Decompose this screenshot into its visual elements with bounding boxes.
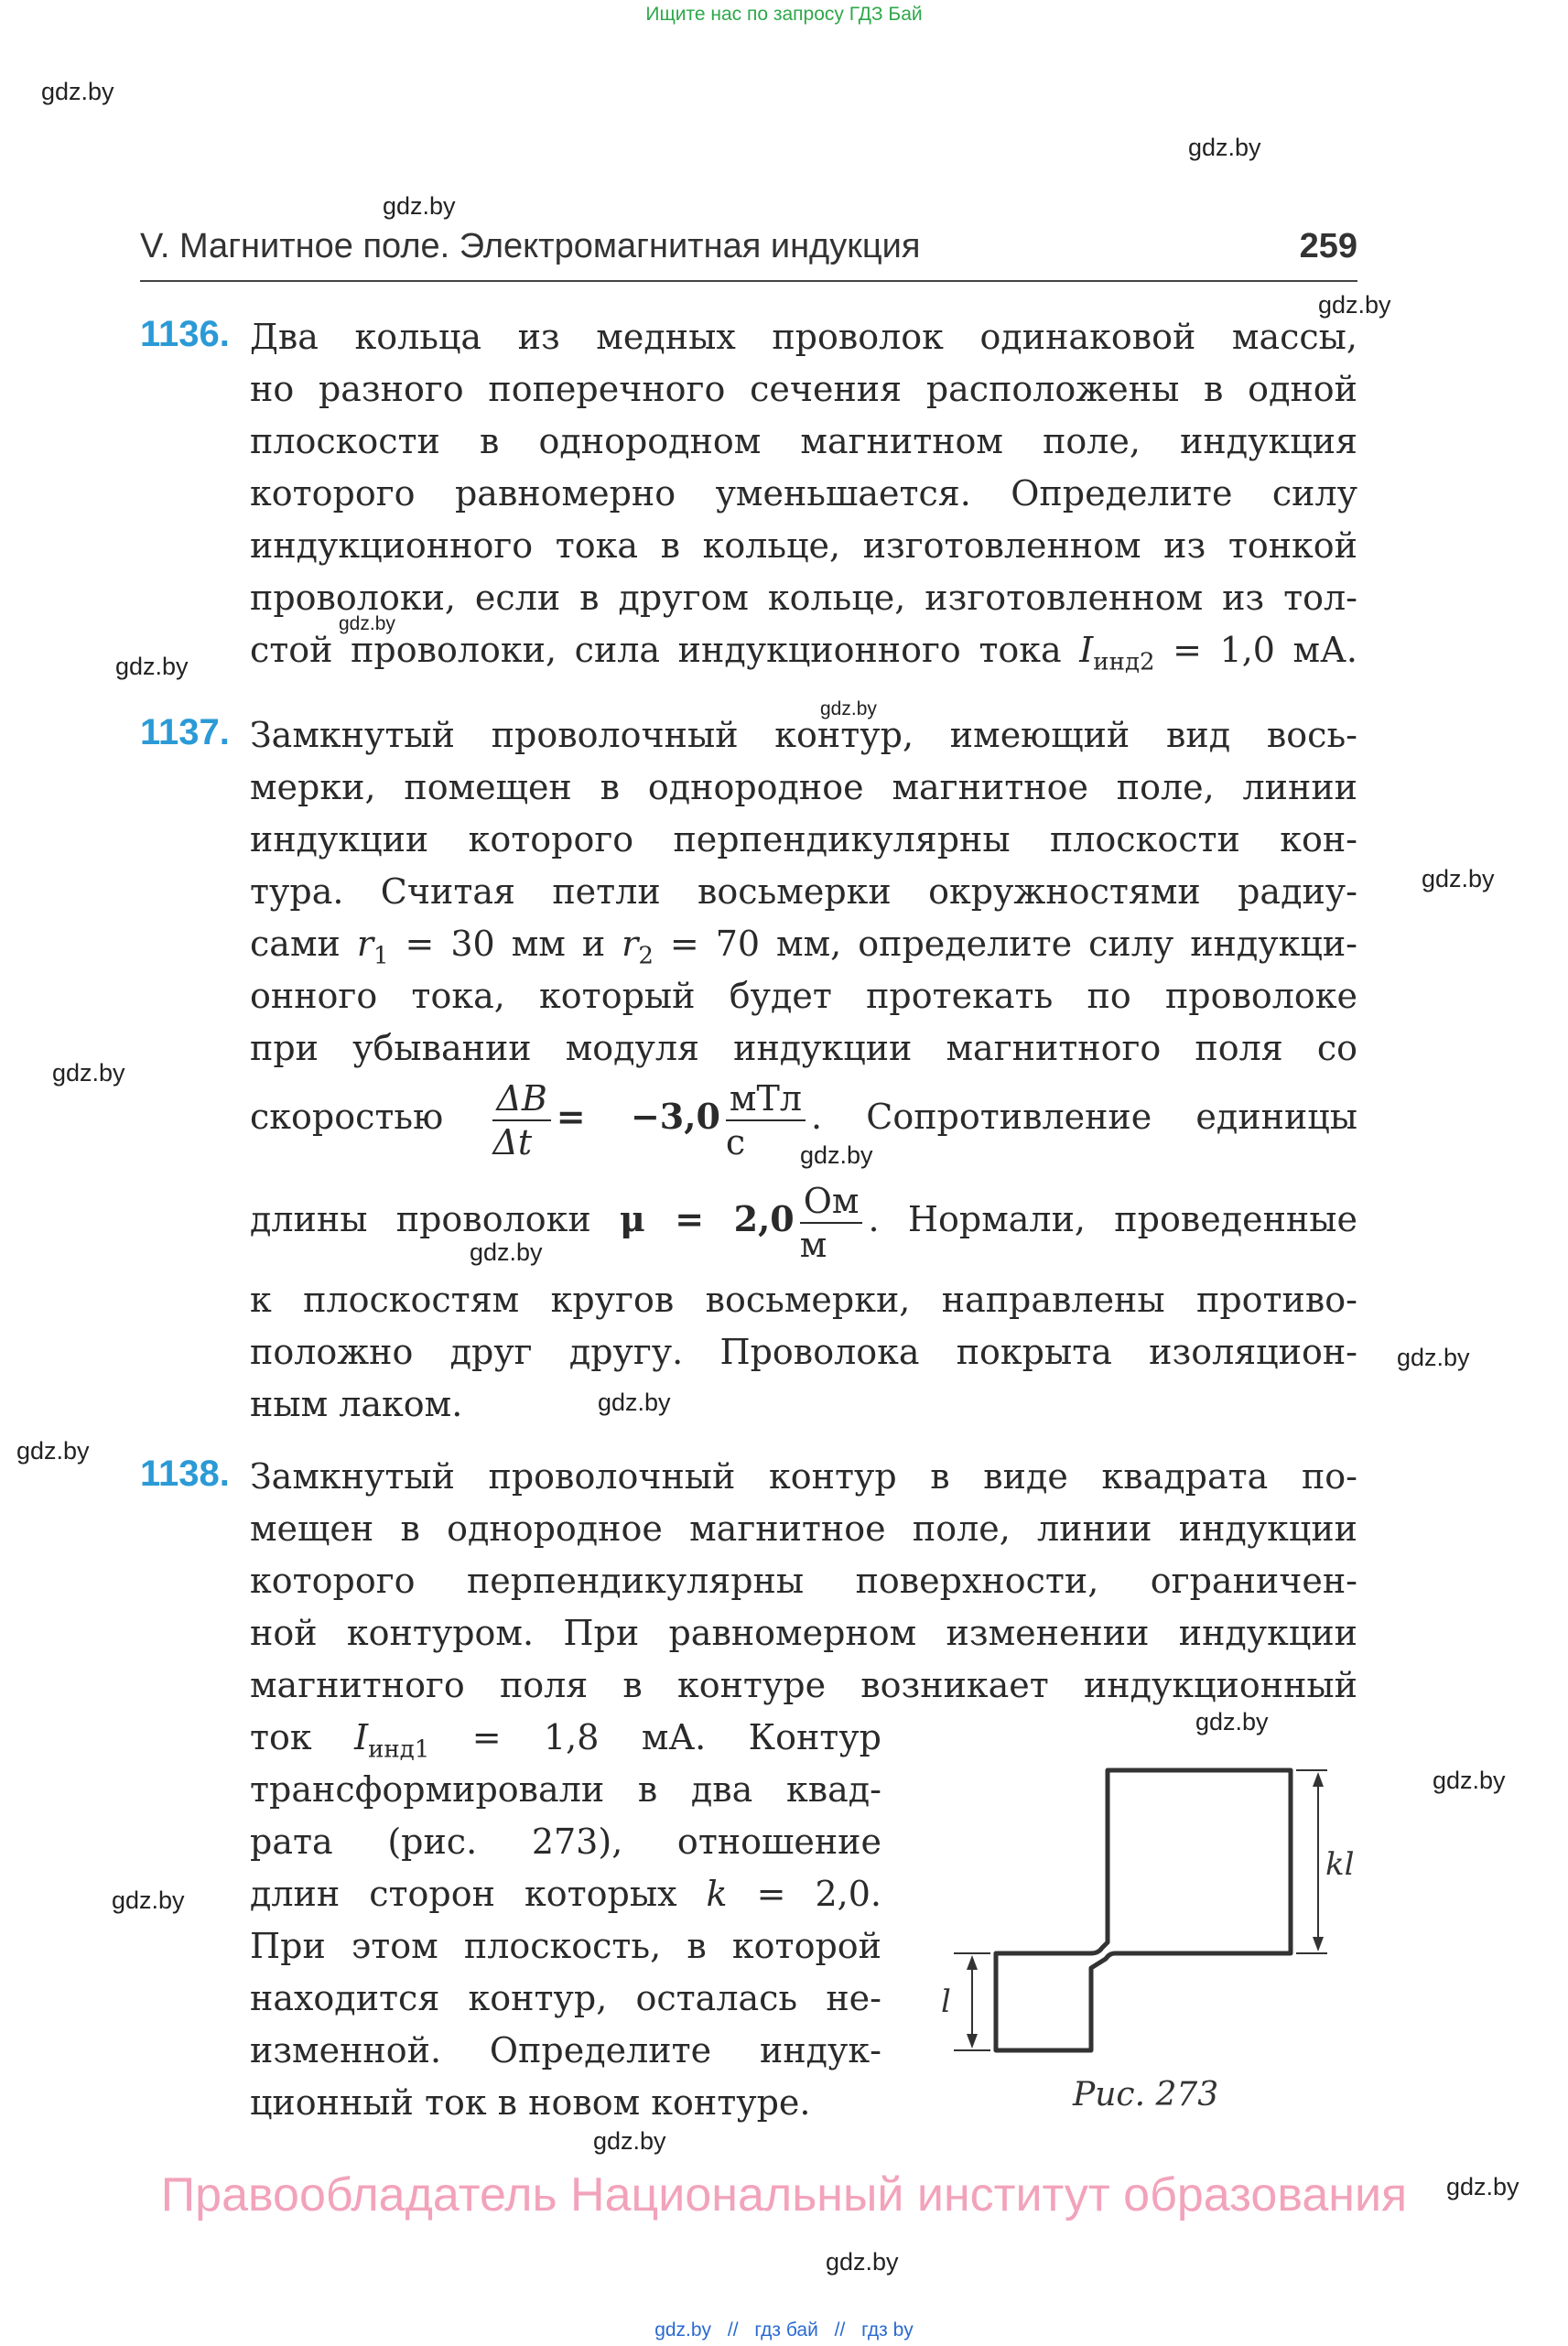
watermark: gdz.by xyxy=(1446,2173,1519,2200)
fraction-db-dt: $\frac{\Delta B}{\Delta t}$ xyxy=(492,1077,550,1163)
watermark: gdz.by xyxy=(1433,1767,1506,1794)
copyright-notice: Правообладатель Национальный институт образования xyxy=(160,2168,1408,2222)
figure-caption: Рис. 273 xyxy=(1073,2076,1219,2114)
watermark: gdz.by xyxy=(115,653,189,680)
figure-273-diagram xyxy=(934,1739,1373,2069)
link-separator: // xyxy=(834,2319,846,2341)
link-gdz-bai[interactable]: гдз бай xyxy=(754,2319,818,2341)
watermark: gdz.by xyxy=(339,613,395,634)
watermark: gdz.by xyxy=(800,1141,873,1169)
watermark: gdz.by xyxy=(826,2248,899,2276)
text-line: магнитного поля в контуре возникает индукционный xyxy=(250,1665,1357,1705)
arrow-head xyxy=(967,1955,978,1970)
formula-rate: скоростью $\frac{\Delta B}{\Delta t}$ = −3,0 $\frac{\text{мТл}}{с}$ . Сопротивление единицы xyxy=(250,1077,1357,1162)
text-line: изменной. Определите индук- xyxy=(250,2030,881,2070)
text-line: мерки, помещен в однородное магнитное поле, линии xyxy=(250,767,1357,807)
text-line: ным лаком. xyxy=(250,1384,463,1424)
arrow-head xyxy=(1313,1772,1324,1787)
unused-path xyxy=(996,1768,1291,2050)
text-line: онного тока, который будет протекать по проволоке xyxy=(250,976,1357,1016)
watermark: gdz.by xyxy=(820,698,877,719)
text-line: ной контуром. При равномерном изменении индукции xyxy=(250,1613,1357,1653)
link-gdz-by[interactable]: gdz.by xyxy=(654,2319,712,2341)
text-line: сами $r_1 = 30$ мм и $r_2 = 70$ мм, определите силу индукци- xyxy=(250,924,1357,970)
text-line: индукции которого перпендикулярны плоскости кон- xyxy=(250,819,1357,859)
watermark: gdz.by xyxy=(1195,1708,1269,1735)
link-separator: // xyxy=(727,2319,739,2341)
text-line: плоскости в однородном магнитном поле, индукция xyxy=(250,421,1357,461)
text-line: мещен в однородное магнитное поле, линии индукции xyxy=(250,1508,1357,1549)
watermark: gdz.by xyxy=(470,1238,543,1266)
text-line: При этом плоскость, в которой xyxy=(250,1926,881,1966)
text-line: рата (рис. 273), отношение xyxy=(250,1822,881,1862)
watermark: gdz.by xyxy=(1397,1344,1470,1371)
chapter-title: V. Магнитное поле. Электромагнитная индукция xyxy=(140,227,921,265)
bottom-links xyxy=(0,2319,1568,2341)
fraction-unit: $\frac{Ом}{м}$ xyxy=(800,1180,863,1266)
text-line: ток $I_{инд1} = 1,8$ мА. Контур xyxy=(250,1717,881,1764)
text-line: Два кольца из медных проволок одинаковой массы, xyxy=(250,317,1357,357)
text-line: к плоскостям кругов восьмерки, направлены противо- xyxy=(250,1280,1357,1320)
text-line: длин сторон которых k = 2,0. xyxy=(250,1874,881,1914)
page-number: 259 xyxy=(1299,227,1357,265)
text-line: ционный ток в новом контуре. xyxy=(250,2082,811,2123)
watermark: gdz.by xyxy=(112,1887,185,1914)
watermark: gdz.by xyxy=(1188,134,1261,161)
text-line: проволоки, если в другом кольце, изготовленном из тол- xyxy=(250,578,1357,618)
text-line: индукционного тока в кольце, изготовленном из тонкой xyxy=(250,525,1357,566)
problem-number-1137: 1137. xyxy=(140,712,230,752)
watermark: gdz.by xyxy=(593,2127,666,2155)
page-header xyxy=(140,227,1357,282)
text-line: положно друг другу. Проволока покрыта изоляцион- xyxy=(250,1332,1357,1372)
watermark: gdz.by xyxy=(16,1437,90,1465)
arrow-head xyxy=(1313,1937,1324,1951)
text-line: которого равномерно уменьшается. Определите силу xyxy=(250,473,1357,514)
watermark: gdz.by xyxy=(1318,291,1391,319)
problem-number-1136: 1136. xyxy=(140,314,230,354)
watermark: gdz.by xyxy=(52,1059,125,1087)
text-line: стой проволоки, сила индукционного тока $I_{инд2} = 1,0$ мА. xyxy=(250,630,1357,676)
watermark: gdz.by xyxy=(1422,865,1495,892)
problem-number-1138: 1138. xyxy=(140,1454,230,1494)
label-l: l xyxy=(941,1984,951,2020)
watermark: gdz.by xyxy=(383,192,456,220)
text-line: трансформировали в два квад- xyxy=(250,1769,881,1810)
text-line: но разного поперечного сечения расположены в одной xyxy=(250,369,1357,409)
arrow-head xyxy=(967,2034,978,2049)
text-line: при убывании модуля индукции магнитного поля со xyxy=(250,1028,1357,1068)
link-gdz-by-alt[interactable]: гдз by xyxy=(861,2319,914,2341)
fraction-unit: $\frac{\text{мТл}}{с}$ xyxy=(726,1077,806,1163)
text-line: Замкнутый проволочный контур в виде квадрата по- xyxy=(250,1456,1357,1497)
text-line: Замкнутый проволочный контур, имеющий вид вось- xyxy=(250,715,1357,755)
text-line: находится контур, осталась не- xyxy=(250,1978,881,2018)
top-search-hint[interactable]: Ищите нас по запросу ГДЗ Бай xyxy=(645,4,923,25)
text-line: которого перпендикулярны поверхности, ограничен- xyxy=(250,1561,1357,1601)
watermark: gdz.by xyxy=(41,78,114,105)
label-kl: kl xyxy=(1325,1846,1355,1883)
watermark: gdz.by xyxy=(598,1389,671,1416)
formula-mu: длины проволоки μ = 2,0 $\frac{Ом}{м}$ . Нормали, проведенные xyxy=(250,1180,1357,1265)
text-line: тура. Считая петли восьмерки окружностями радиу- xyxy=(250,871,1357,912)
contour-path xyxy=(996,1770,1291,2050)
